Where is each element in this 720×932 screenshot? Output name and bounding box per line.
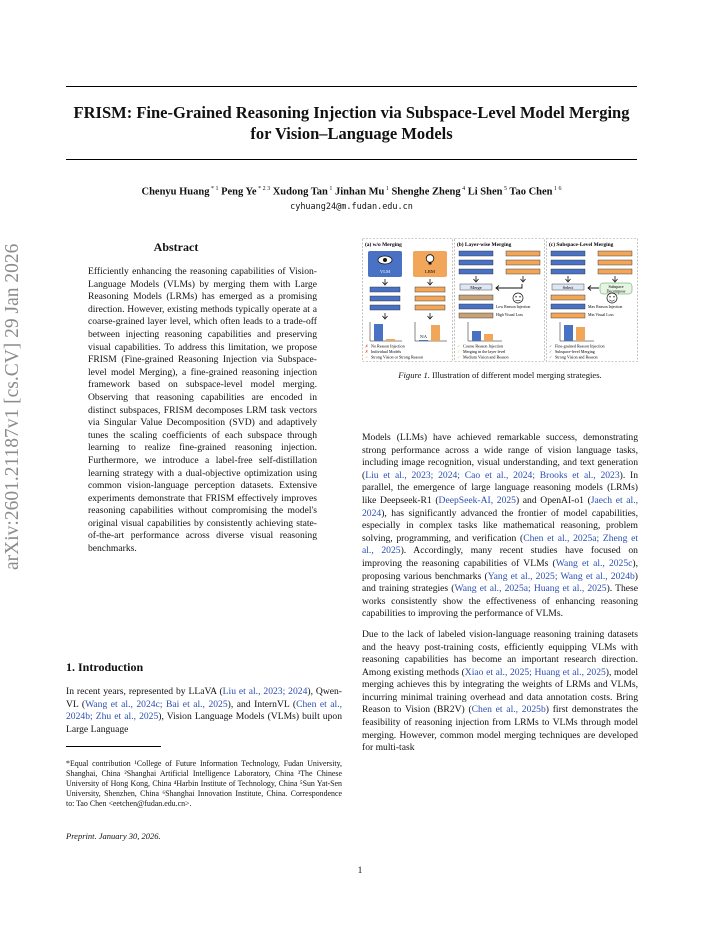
panel-b-title: (b) Layer-wise Merging [457,242,512,248]
body-text: ). These works consistently show the effectiveness of enhancing reasoning capabilities to improving the performance of VLMs. [362,583,639,620]
panel-a-item: Strong Vision or Strong Reason [371,354,423,360]
citation-link[interactable]: Wang et al., 2024c; Bai et al., 2025 [85,698,228,710]
check-icon: ✓ [457,343,461,349]
decompose-label: Decompose [606,288,626,294]
body-text: ), model merging achieves this by integrating the weights of LRMs and VLMs, incurring minimal training overhead and data annotation costs. Bring Reason to Vision (BR2V) ( [362,666,639,716]
panel-a-item: Individual Models [371,349,402,354]
cross-icon: ✗ [365,343,369,349]
panel-b-high: High Visual Loss [496,313,523,317]
citation-link[interactable]: Chen et al., 2025a; Zheng et al., 2025 [362,532,638,557]
body-text: ), proposing various benchmarks ( [362,557,638,582]
title-bottom-rule [66,159,637,160]
body-text: ). Accordingly, many recent studies have focused on improving the reasoning capabilities of VLMs ( [362,545,638,569]
neutral-face-icon [513,293,523,303]
citation-link[interactable]: Liu et al., 2023; 2024 [222,686,308,697]
check-icon: ✓ [549,343,553,349]
panel-c-title: (c) Subspace-Level Merging [549,242,614,248]
body-text: ) and OpenAI-o1 ( [515,494,591,506]
lightbulb-base [429,262,432,265]
vlm-layer-stack [370,287,400,310]
intro-paragraph: In recent years, represented by LLaVA (Liu et al., 2023; 2024), Qwen-VL (Wang et al., 2024c; Bai et al., 2025), and InternVL (Chen et al., 2024b; Zhu et al., 2025), Vision Language Models (VLMs) built upon Large Language [66,686,342,735]
body-text: ) and training strategies ( [362,570,638,595]
arrow-down-icon [383,279,388,285]
lrm-layer-stack [415,287,445,310]
na-label: N/A [420,334,427,339]
check-icon: ✓ [549,349,553,354]
author-name: Peng Ye [221,186,257,198]
figure-caption: Figure 1. Illustration of different model merging strategies. [398,370,602,380]
arrow-down-icon [474,276,479,282]
vlm-label: VLM [379,269,391,274]
title-top-rule [66,86,637,87]
happy-face-icon [607,293,617,303]
citation-link[interactable]: Yang et al., 2025; Wang et al., 2024b [487,570,635,582]
preprint-note: Preprint. January 30, 2026. [66,831,161,841]
panel-a-bars [370,322,447,341]
author-name: Xudong Tan [272,186,328,198]
arrow-down-icon [428,313,433,319]
arrow-down-icon [566,276,571,282]
author-affiliation-mark: * 1 [209,186,219,192]
author-name: Li Shen [467,186,503,198]
arrow-down-icon [383,313,388,319]
citation-link[interactable]: Xiao et al., 2025; Huang et al., 2025 [464,666,606,678]
cross-icon: ✗ [365,349,369,354]
abstract-heading: Abstract [153,240,199,254]
panel-c-item: Strong Vision and Reason [555,354,598,360]
author-affiliation-mark: 1 6 [552,186,562,192]
right-paragraph-2 [362,629,638,755]
panel-c-item: Subspace-level Merging [555,349,595,354]
panel-c-max: Max Reason Injection [588,305,623,309]
body-text: ). In parallel, the emergence of large language reasoning models (LRMs) like Deepseek-R1 ( [362,469,638,506]
author-name: Chenyu Huang [141,186,210,198]
citation-link[interactable]: Chen et al., 2025b [471,704,546,716]
arrow-left-icon [588,286,599,291]
panel-c-item: Fine-grained Reason Injection [555,343,605,349]
body-text: ), has significantly advanced the frontier of model capabilities, especially in complex tasks like mathematical reasoning, problem solving, programming, and verification ( [362,507,638,544]
citation-link[interactable]: Liu et al., 2023; 2024; Cao et al., 2024; Brooks et al., 2023 [365,469,620,481]
eye-pupil [383,258,387,262]
right-column [362,432,638,763]
paper-title: FRISM: Fine-Grained Reasoning Injection via Subspace-Level Model Merging for Vision–Language Models [73,103,630,143]
body-text: Models (LLMs) have achieved remarkable success, demonstrating strong performance across a wide range of vision language tasks, including image recognition, visual understanding, and text generation ( [362,432,638,481]
panel-c-stacks [551,251,632,274]
panel-a-item: No Reason Injection [371,343,405,349]
panel-b-bars [468,322,502,341]
check-icon: ✓ [549,354,553,360]
author-affiliation-mark: * 2 3 [256,186,271,192]
author-affiliation-mark: 1 [384,186,389,192]
lightbulb-icon [426,255,434,263]
author-name: Jinhan Mu [335,186,385,198]
arrow-down-icon [521,276,526,282]
panel-a-title: (a) w/o Merging [365,242,402,248]
abstract-text: Efficiently enhancing the reasoning capabilities of Vision-Language Models (VLMs) by merging them with Large Reasoning Models (LRMs) has emerged as a promising direction. However, existing methods typically operate at a coarse-grained layer level, which often leads to a trade-off between injecting reasoning capabilities and preserving visual capabilities. To address this limitation, we propose FRISM (Fine-grained Reasoning Injection via Subspace-level model Merging), a fine-grained reasoning injection framework based on subspace-level model merging. Observing that reasoning capabilities are encoded in distinct subspaces, FRISM decomposes LRM task vectors via Singular Value Decomposition (SVD) and adaptively tunes the scaling coefficients of each subspace through learning to realize fine-grained reasoning injection. Furthermore, we introduce a label-free self-distillation learning strategy with a dual-objective optimization using common vision-language perception datasets. Extensive experiments demonstrate that FRISM effectively improves reasoning capabilities without compromising the model's original visual capabilities by consistently achieving state-of-the-art performance across diverse visual reasoning benchmarks. [88,266,317,555]
figure-model-merging [362,238,638,362]
contact-email: cyhuang24@m.fudan.edu.cn [290,202,413,212]
check-icon: ✓ [457,349,461,354]
panel-b-item: Medium Vision and Reason [463,354,509,360]
panel-c-min: Min Visual Loss [588,313,614,317]
panel-b-item: Merging in the layer level [463,349,506,354]
panel-c-merged-stack [551,295,585,318]
citation-link[interactable]: Jaech et al., 2024 [362,494,639,519]
right-paragraph-1 [362,432,638,621]
arrow-down-icon [428,279,433,285]
author-list [66,186,637,198]
panel-b-stacks [459,251,540,274]
arrow-down-icon [613,276,618,282]
author-name: Tao Chen [509,186,553,198]
author-affiliation-mark: 4 [460,186,466,192]
body-text: ) first demonstrates the feasibility of reasoning injection from LRMs to VLMs through model merging. However, common model merging techniques are developed for multi-task [362,704,638,754]
panel-b-item: Coarse Reason Injection [463,343,504,349]
footnote-rule [66,746,161,747]
author-name: Shenghe Zheng [391,186,461,198]
arrow-left-icon [496,284,522,291]
check-icon: ✓ [457,354,461,360]
subspace-label: Subspace [608,283,624,289]
body-text: Due to the lack of labeled vision-language reasoning training datasets and the heavy post-training costs, efficiently equipping VLMs with reasoning capabilities has become an important research direction. Among existing methods ( [362,628,638,678]
panel-b-low: Low Reason Injection [496,305,531,309]
check-icon: ✓ [365,354,369,360]
section-heading: 1. Introduction [66,660,144,674]
citation-link[interactable]: DeepSeek-AI, 2025 [438,494,516,506]
author-affiliation-mark: 5 [502,186,507,192]
select-label: Select [562,284,574,290]
citation-link[interactable]: Wang et al., 2025c [555,557,633,569]
panel-c-bars [560,322,594,341]
lrm-label: LRM [425,269,435,274]
page-number: 1 [357,866,363,876]
citation-link[interactable]: Chen et al., 2024b; Zhu et al., 2025 [66,698,342,723]
merge-label: Merge [470,284,482,290]
citation-link[interactable]: Wang et al., 2025a; Huang et al., 2025 [454,583,607,595]
footnote: *Equal contribution ¹College of Future Information Technology, Fudan University, Shanghai, China ²Shanghai Artificial Intelligence Laboratory, China ³The Chinese University of Hong Kong, China ⁴Harbin Institute of Technology, China ⁵Sun Yat-Sen University, Shenzhen, China ⁶Shanghai Innovation Institute, China. Correspondence to: Tao Chen <eetchen@fudan.edu.cn>. [66,758,342,809]
author-affiliation-mark: 1 [327,186,333,192]
panel-b-merged-stack [459,295,493,318]
